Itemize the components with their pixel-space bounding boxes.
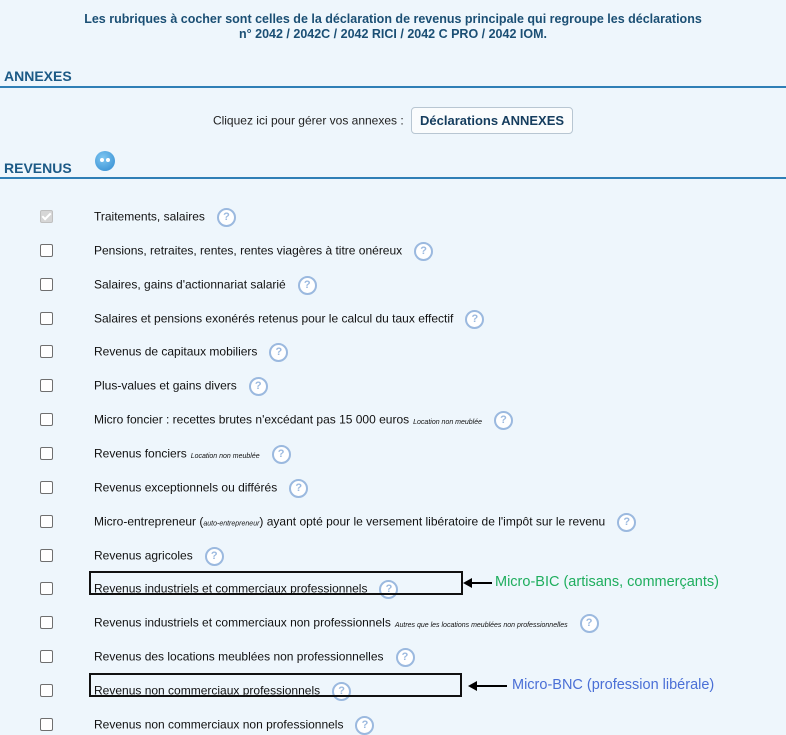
revenu-row xyxy=(0,207,786,227)
revenu-row xyxy=(0,275,786,295)
revenu-checkbox[interactable] xyxy=(40,549,53,562)
revenu-label-text: Revenus agricoles xyxy=(94,548,193,563)
highlight-box-bic xyxy=(89,571,463,595)
revenu-checkbox[interactable] xyxy=(40,210,53,223)
revenu-label-text: Revenus non commerciaux non professionnels xyxy=(94,717,344,732)
revenu-label-text: Revenus non commerciaux professionnels xyxy=(94,683,321,698)
revenu-checkbox[interactable] xyxy=(40,244,53,257)
intro-line-1: Les rubriques à cocher sont celles de la déclaration de revenus principale qui regroupe les déclarations xyxy=(84,12,702,26)
revenu-note: Autres que les locations meublées non professionnelles xyxy=(394,621,568,629)
annotation-micro-bnc: Micro-BNC (profession libérale) xyxy=(512,677,715,693)
revenu-label xyxy=(94,716,374,735)
revenu-label-text: Revenus de capitaux mobiliers xyxy=(94,345,258,360)
revenu-row xyxy=(0,613,786,633)
revenu-checkbox[interactable] xyxy=(40,650,53,663)
revenu-row xyxy=(0,410,786,430)
revenu-label xyxy=(94,276,317,295)
revenu-label xyxy=(94,479,308,498)
revenu-checkbox[interactable] xyxy=(40,718,53,731)
help-icon[interactable]: ? xyxy=(414,242,433,261)
help-icon[interactable]: ? xyxy=(379,580,398,599)
revenu-label xyxy=(94,445,291,464)
revenu-label xyxy=(94,208,236,227)
revenu-label xyxy=(94,513,636,532)
intro-line-2: n° 2042 / 2042C / 2042 RICI / 2042 C PRO / 2042 IOM. xyxy=(239,27,547,41)
revenu-label xyxy=(94,310,484,329)
revenu-checkbox[interactable] xyxy=(40,684,53,697)
revenu-label-text: Revenus exceptionnels ou différés xyxy=(94,480,278,495)
revenu-label-text: Plus-values et gains divers xyxy=(94,378,237,393)
revenu-checkbox[interactable] xyxy=(40,312,53,325)
revenu-row xyxy=(0,647,786,667)
revenu-label-text: Micro foncier : recettes brutes n'excédant pas 15 000 euros xyxy=(94,412,410,427)
revenu-label xyxy=(94,411,513,430)
revenu-checkbox[interactable] xyxy=(40,481,53,494)
arrow-bic-line xyxy=(470,582,492,584)
revenu-label-text: Pensions, retraites, rentes, rentes viagères à titre onéreux xyxy=(94,243,403,258)
highlight-box-bnc xyxy=(89,673,462,697)
revenu-checkbox[interactable] xyxy=(40,278,53,291)
help-icon[interactable]: ? xyxy=(396,648,415,667)
revenu-label xyxy=(94,242,433,261)
revenus-divider xyxy=(0,177,786,179)
revenu-row xyxy=(0,512,786,532)
revenu-label-text: ) ayant opté pour le versement libératoire de l'impôt sur le revenu xyxy=(259,514,606,529)
revenu-row xyxy=(0,342,786,362)
revenu-label-text: Revenus industriels et commerciaux non professionnels xyxy=(94,615,391,630)
revenu-label xyxy=(94,547,224,566)
revenu-checkbox[interactable] xyxy=(40,616,53,629)
revenu-row xyxy=(0,241,786,261)
arrow-bnc-line xyxy=(475,685,507,687)
revenu-label xyxy=(94,377,268,396)
revenu-checkbox[interactable] xyxy=(40,447,53,460)
revenu-row xyxy=(0,376,786,396)
declarations-annexes-button[interactable]: Déclarations ANNEXES xyxy=(411,107,573,134)
help-icon[interactable]: ? xyxy=(580,614,599,633)
help-icon[interactable]: ? xyxy=(494,411,513,430)
revenus-title: REVENUS xyxy=(4,160,72,176)
revenu-label-text: Revenus industriels et commerciaux professionnels xyxy=(94,582,368,597)
revenu-label-text: Salaires, gains d'actionnariat salarié xyxy=(94,277,286,292)
help-icon[interactable]: ? xyxy=(205,547,224,566)
annexes-divider xyxy=(0,86,786,88)
assistant-icon[interactable] xyxy=(95,151,115,171)
help-icon[interactable]: ? xyxy=(217,208,236,227)
annotation-micro-bic: Micro-BIC (artisans, commerçants) xyxy=(495,574,719,590)
intro-text xyxy=(0,12,786,42)
revenu-checkbox[interactable] xyxy=(40,413,53,426)
revenu-note: Location non meublée xyxy=(190,452,260,460)
help-icon[interactable]: ? xyxy=(269,343,288,362)
revenu-checkbox[interactable] xyxy=(40,582,53,595)
revenu-row xyxy=(0,478,786,498)
revenu-label-text: Salaires et pensions exonérés retenus pour le calcul du taux effectif xyxy=(94,311,454,326)
help-icon[interactable]: ? xyxy=(249,377,268,396)
revenu-label-text: Revenus fonciers xyxy=(94,446,187,461)
help-icon[interactable]: ? xyxy=(298,276,317,295)
revenu-row xyxy=(0,444,786,464)
revenu-label-text: Micro-entrepreneur ( xyxy=(94,514,204,529)
revenu-label-paren: auto-entrepreneur xyxy=(203,520,260,528)
help-icon[interactable]: ? xyxy=(617,513,636,532)
help-icon[interactable]: ? xyxy=(272,445,291,464)
annexes-title: ANNEXES xyxy=(4,68,72,84)
revenu-checkbox[interactable] xyxy=(40,379,53,392)
revenu-checkbox[interactable] xyxy=(40,515,53,528)
revenu-checkbox[interactable] xyxy=(40,345,53,358)
revenu-row xyxy=(0,309,786,329)
help-icon[interactable]: ? xyxy=(332,682,351,701)
revenu-note: Location non meublée xyxy=(413,418,483,426)
help-icon[interactable]: ? xyxy=(355,716,374,735)
annexes-row xyxy=(0,107,786,134)
help-icon[interactable]: ? xyxy=(465,310,484,329)
revenu-label-text: Revenus des locations meublées non professionnelles xyxy=(94,649,384,664)
revenu-label-text: Traitements, salaires xyxy=(94,209,205,224)
revenu-row xyxy=(0,546,786,566)
annexes-prompt: Cliquez ici pour gérer vos annexes : xyxy=(212,113,404,128)
help-icon[interactable]: ? xyxy=(289,479,308,498)
revenu-label xyxy=(94,343,288,362)
revenu-label xyxy=(94,614,599,633)
revenu-label xyxy=(94,648,415,667)
revenu-row xyxy=(0,715,786,735)
